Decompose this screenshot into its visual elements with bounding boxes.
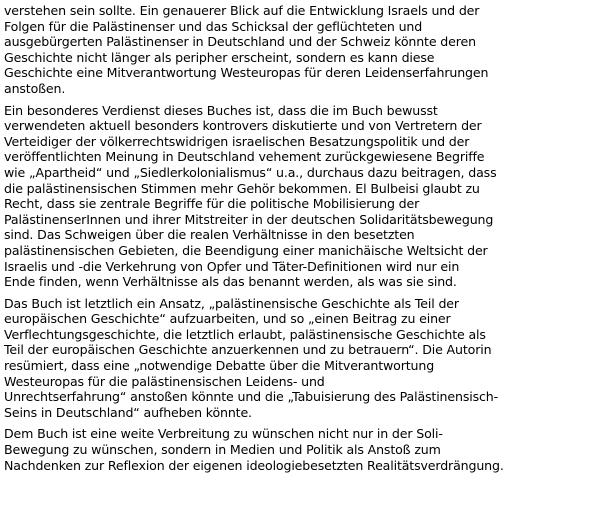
text-line: Ein besonderes Verdienst dieses Buches ist, dass die im Buch bewusst [4, 102, 438, 118]
text-line: PalästinenserInnen und ihrer Mitstreiter in der deutschen Solidaritätsbewegung [4, 211, 494, 227]
text-line: anstoßen. [4, 80, 66, 96]
text-line: Recht, dass sie zentrale Begriffe für die politische Mobilisierung der [4, 196, 420, 212]
text-line: sind. Das Schweigen über die realen Verhältnisse in den besetzten [4, 227, 415, 243]
text-line: wie „Apartheid“ und „Siedlerkolonialismus“ u.a., durchaus dazu beitragen, dass [4, 164, 497, 180]
text-line: palästinensischen Gebieten, die Beendigung einer manichäische Weltsicht der [4, 242, 488, 258]
text-line: resümiert, dass eine „notwendige Debatte über die Mitverantwortung [4, 358, 435, 374]
text-line: europäischen Geschichte“ aufzuarbeiten, und so „einen Beitrag zu einer [4, 311, 451, 327]
text-line: ausgebürgerten Palästinenser in Deutschland und der Schweiz könnte deren [4, 34, 476, 50]
text-line: veröffentlichten Meinung in Deutschland vehement zurückgewiesene Begriffe [4, 149, 485, 165]
text-line: Nachdenken zur Reflexion der eigenen ideologiebesetzten Realitätsverdrängung. [4, 457, 504, 473]
paragraph-3 [4, 296, 596, 421]
text-line: Geschichte eine Mitverantwortung Westeuropas für deren Leidenserfahrungen [4, 65, 489, 81]
text-line: Bewegung zu wünschen, sondern in Medien und Politik als Anstoß zum [4, 442, 441, 458]
text-line: Unrechtserfahrung“ anstoßen könnte und die „Tabuisierung des Palästinensisch- [4, 389, 498, 405]
text-line: Israelis und -die Verkehrung von Opfer und Täter-Definitionen wird nur ein [4, 258, 460, 274]
text-line: Dem Buch ist eine weite Verbreitung zu wünschen nicht nur in der Soli- [4, 426, 443, 442]
text-line: Folgen für die Palästinenser und das Schicksal der geflüchteten und [4, 18, 423, 34]
text-line: Verflechtungsgeschichte, die letztlich erlaubt, palästinensische Geschichte als [4, 326, 486, 342]
text-line: Das Buch ist letztlich ein Ansatz, „palästinensische Geschichte als Teil der [4, 295, 459, 311]
text-line: die palästinensischen Stimmen mehr Gehör bekommen. El Bulbeisi glaubt zu [4, 180, 480, 196]
text-line: Teil der europäischen Geschichte anzuerkennen und zu betrauern“. Die Autorin [4, 342, 492, 358]
paragraph-4 [4, 426, 596, 473]
text-line: verwendeten aktuell besonders kontrovers diskutierte und von Vertretern der [4, 118, 482, 134]
paragraph-2 [4, 103, 596, 290]
text-line: Verteidiger der völkerrechtswidrigen israelischen Besatzungspolitik und der [4, 133, 470, 149]
text-line: Westeuropas für die palästinensischen Leidens- und [4, 373, 325, 389]
text-line: Ende finden, wenn Verhältnisse als das benannt werden, als was sie sind. [4, 274, 457, 290]
text-line: Seins in Deutschland“ aufheben könnte. [4, 404, 252, 420]
text-line: Geschichte nicht länger als peripher erscheint, sondern es kann diese [4, 49, 435, 65]
text-line: verstehen sein sollte. Ein genauerer Blick auf die Entwicklung Israels und der [4, 3, 480, 18]
paragraph-1 [4, 3, 596, 97]
